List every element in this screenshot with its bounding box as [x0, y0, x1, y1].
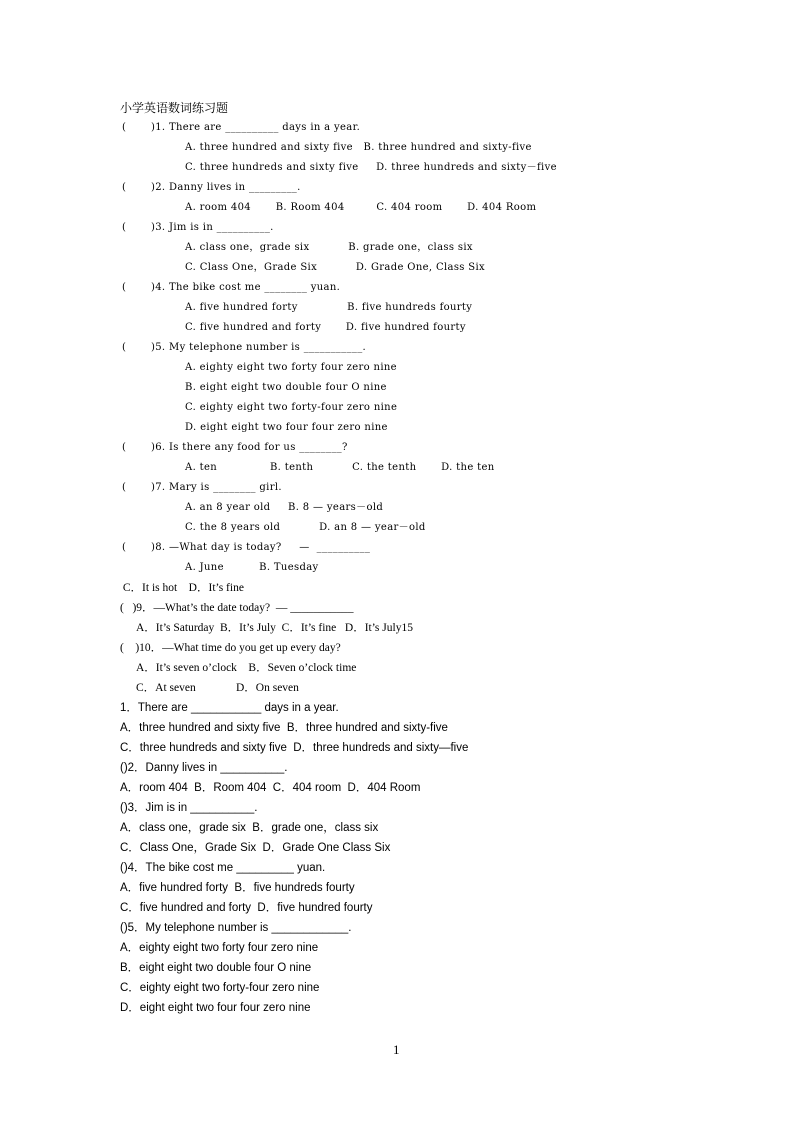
option-line: C. five hundred and forty D. five hundred fourty: [185, 322, 466, 333]
question-line: ()5．My telephone number is ____________.: [120, 922, 352, 934]
option-line: A. room 404 B. Room 404 C. 404 room D. 404 Room: [185, 202, 537, 213]
question-line: ( )10．—What time do you get up every day?: [120, 642, 341, 654]
option-line: C. eighty eight two forty-four zero nine: [185, 402, 398, 413]
option-line: A. three hundred and sixty five B. three hundred and sixty-five: [185, 142, 532, 153]
option-line: A. an 8 year old B. 8 — years－old: [185, 502, 384, 513]
option-line: A．three hundred and sixty five B．three hundred and sixty-five: [120, 722, 448, 734]
question-line: ( )6. Is there any food for us ________?: [122, 442, 348, 453]
option-line: C．three hundreds and sixty five D．three hundreds and sixty—five: [120, 742, 469, 754]
question-line: ( )3. Jim is in __________.: [122, 222, 274, 233]
question-line: 1．There are ___________ days in a year.: [120, 702, 339, 714]
option-line: A．It’s seven o’clock B．Seven o’clock time: [136, 662, 357, 674]
option-line: C．It is hot D．It’s fine: [120, 582, 244, 594]
page-number: 1: [393, 1042, 400, 1057]
option-line: A. class one，grade six B. grade one，class six: [185, 242, 473, 253]
option-line: A．eighty eight two forty four zero nine: [120, 942, 319, 954]
page-title: 小学英语数词练习题: [120, 101, 229, 115]
option-line: A. eighty eight two forty four zero nine: [185, 362, 397, 373]
option-line: C. the 8 years old D. an 8 — year－old: [185, 522, 426, 533]
option-line: C．Class One，Grade Six D．Grade One Class Six: [120, 842, 391, 854]
question-line: ( )7. Mary is ________ girl.: [122, 482, 282, 493]
question-line: ()3．Jim is in __________.: [120, 802, 258, 814]
option-line: B．eight eight two double four O nine: [120, 962, 312, 974]
option-line: A．class one，grade six B．grade one，class six: [120, 822, 379, 834]
option-line: C．five hundred and forty D．five hundred fourty: [120, 902, 373, 914]
option-line: C．At seven D．On seven: [136, 682, 299, 694]
option-line: D．eight eight two four four zero nine: [120, 1002, 311, 1014]
option-line: B. eight eight two double four O nine: [185, 382, 387, 393]
option-line: C. Class One，Grade Six D. Grade One, Class Six: [185, 262, 486, 273]
option-line: A. June B. Tuesday: [185, 562, 319, 573]
option-line: A. ten B. tenth C. the tenth D. the ten: [185, 462, 495, 473]
option-line: A．It’s Saturday B．It’s July C．It’s fine D．It’s July15: [136, 622, 413, 634]
question-line: ( )1. There are __________ days in a year.: [122, 122, 361, 133]
question-line: ( )2. Danny lives in _________.: [122, 182, 301, 193]
option-line: D. eight eight two four four zero nine: [185, 422, 388, 433]
question-line: ()2．Danny lives in __________.: [120, 762, 288, 774]
option-line: A．room 404 B．Room 404 C．404 room D．404 Room: [120, 782, 421, 794]
option-line: A. five hundred forty B. five hundreds fourty: [185, 302, 473, 313]
option-line: C．eighty eight two forty-four zero nine: [120, 982, 320, 994]
question-line: ( )8. —What day is today? — __________: [122, 542, 371, 553]
question-line: ( )4. The bike cost me ________ yuan.: [122, 282, 341, 293]
question-line: ()4．The bike cost me _________ yuan.: [120, 862, 326, 874]
question-line: ( )5. My telephone number is ___________.: [122, 342, 367, 353]
option-line: A．five hundred forty B．five hundreds fourty: [120, 882, 355, 894]
question-line: ( )9．—What’s the date today? — ___________: [120, 602, 354, 614]
option-line: C. three hundreds and sixty five D. three hundreds and sixty－five: [185, 162, 557, 173]
